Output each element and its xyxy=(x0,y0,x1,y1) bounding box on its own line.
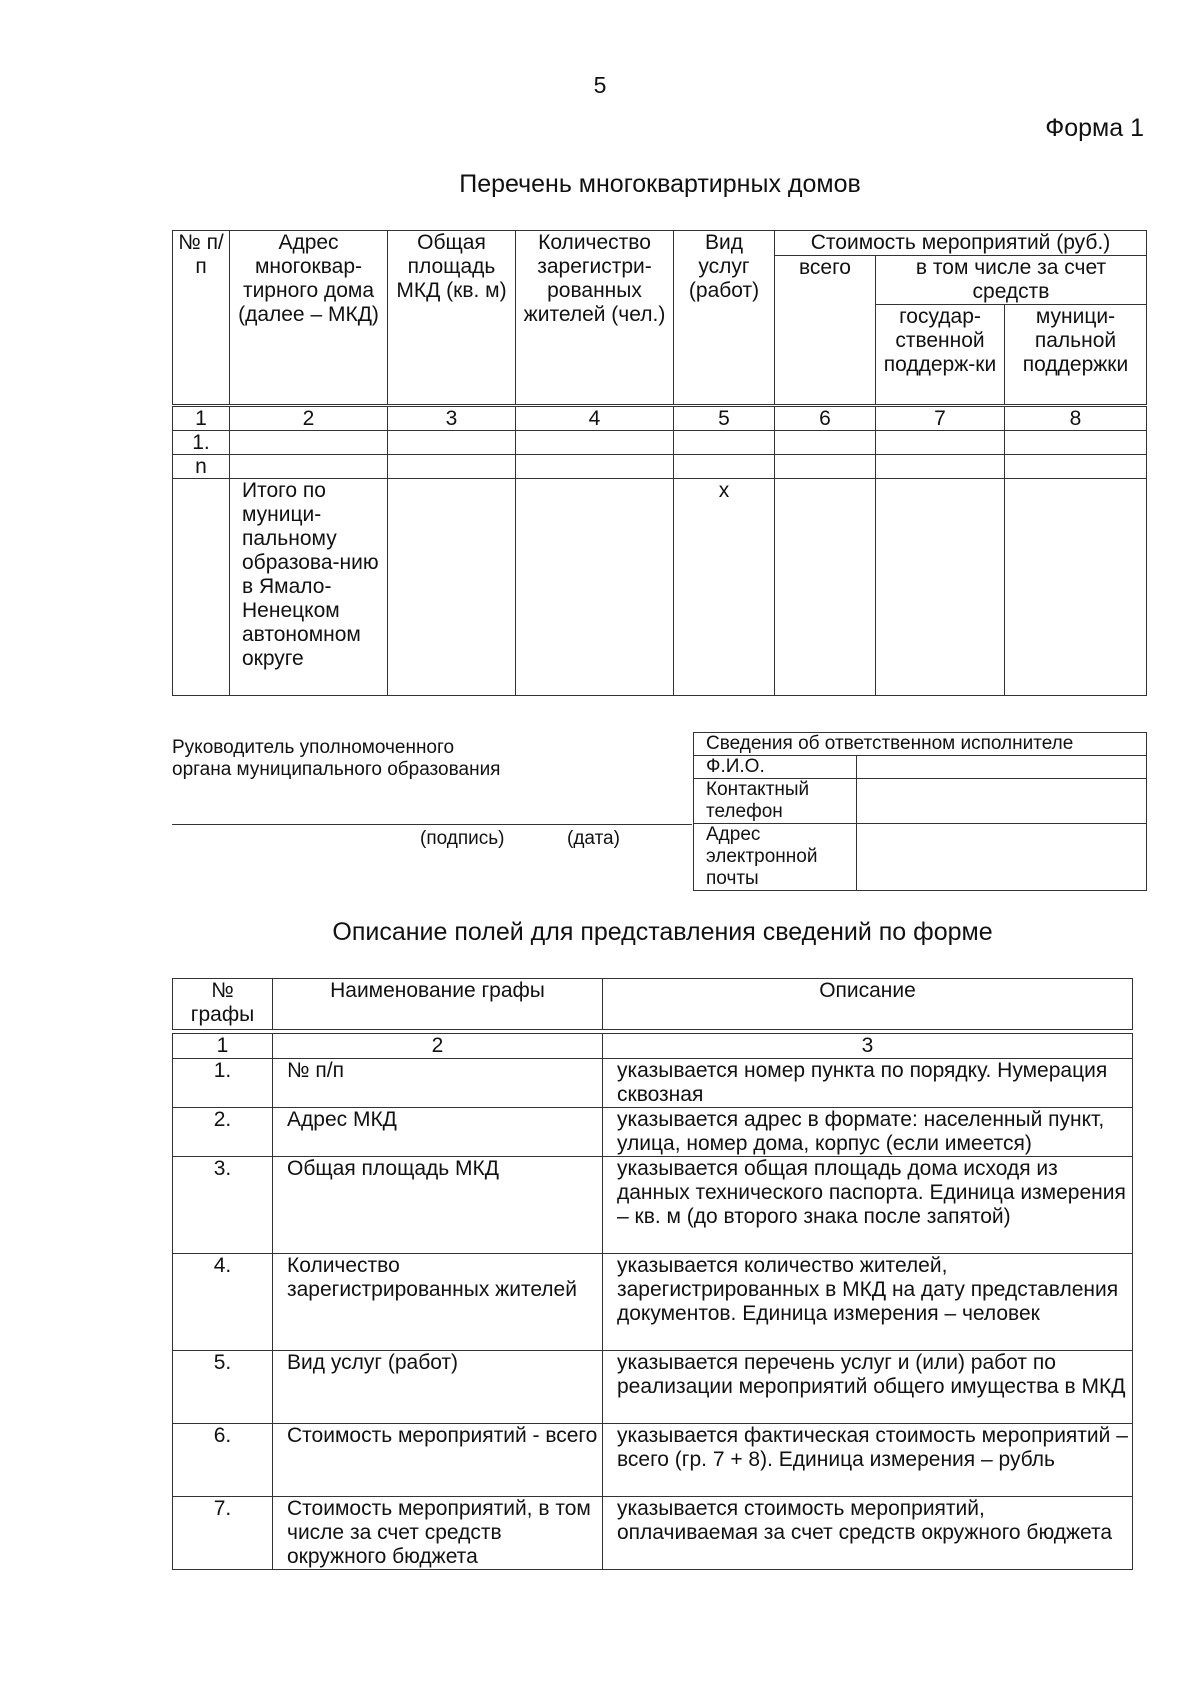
column-number-row xyxy=(173,407,1147,431)
fields-table-header xyxy=(172,978,1133,1030)
table-row xyxy=(173,1254,1133,1351)
header-col-num: № графы xyxy=(173,979,273,1030)
row-name: Адрес МКД xyxy=(273,1108,603,1157)
row-desc: указывается количество жителей, зарегистрированных в МКД на дату представления документов. Единица измерения – человек xyxy=(603,1254,1133,1351)
column-number: 3 xyxy=(388,407,516,431)
row-num: 5. xyxy=(173,1351,273,1424)
row-desc: указывается общая площадь дома исходя из данных технического паспорта. Единица измерения – кв. м (до второго знака после запятой) xyxy=(603,1157,1133,1254)
header-col-name: Наименование графы xyxy=(273,979,603,1030)
row-name: Стоимость мероприятий - всего xyxy=(273,1424,603,1497)
header-municipal: муници-пальной поддержки xyxy=(1005,305,1147,405)
responsible-table xyxy=(693,732,1147,891)
row-desc: указывается номер пункта по порядку. Нумерация сквозная xyxy=(603,1059,1133,1108)
row-name: Количество зарегистрированных жителей xyxy=(273,1254,603,1351)
email-value xyxy=(857,824,1147,891)
email-label: Адрес электронной почты xyxy=(694,824,857,891)
total-services: x xyxy=(674,479,775,696)
column-number: 4 xyxy=(516,407,674,431)
header-address: Адрес многоквар-тирного дома (далее – МКД) xyxy=(230,231,388,405)
signature-position: Руководитель уполномоченного органа муниципального образования xyxy=(172,737,501,780)
header-area: Общая площадь МКД (кв. м) xyxy=(388,231,516,405)
header-including: в том числе за счет средств xyxy=(876,256,1147,305)
fio-label: Ф.И.О. xyxy=(694,756,857,779)
row-name: № п/п xyxy=(273,1059,603,1108)
houses-table-body xyxy=(172,406,1147,696)
form-label: Форма 1 xyxy=(1045,114,1144,142)
row-name: Общая площадь МКД xyxy=(273,1157,603,1254)
total-label: Итого по муници-пальному образова-нию в Ямало-Ненецком автономном округе xyxy=(230,479,388,696)
total-row xyxy=(173,479,1147,696)
table-row xyxy=(173,455,1147,479)
table-row xyxy=(173,1424,1133,1497)
row-num: 3. xyxy=(173,1157,273,1254)
row-name: Стоимость мероприятий, в том числе за счет средств окружного бюджета xyxy=(273,1497,603,1570)
table-row xyxy=(173,1108,1133,1157)
table-row xyxy=(173,1497,1133,1570)
date-caption: (дата) xyxy=(567,828,620,849)
header-services: Вид услуг (работ) xyxy=(674,231,775,405)
row-num: 4. xyxy=(173,1254,273,1351)
row-num: 2. xyxy=(173,1108,273,1157)
row-num: n xyxy=(173,455,230,479)
header-total: всего xyxy=(775,256,876,405)
row-num: 1. xyxy=(173,1059,273,1108)
row-num: 7. xyxy=(173,1497,273,1570)
column-number: 2 xyxy=(273,1034,603,1059)
header-col-desc: Описание xyxy=(603,979,1133,1030)
row-num: 6. xyxy=(173,1424,273,1497)
row-desc: указывается стоимость мероприятий, оплачиваемая за счет средств окружного бюджета xyxy=(603,1497,1133,1570)
column-number: 6 xyxy=(775,407,876,431)
column-number: 5 xyxy=(674,407,775,431)
fields-table-numbers xyxy=(172,1033,1133,1059)
table-row xyxy=(173,1157,1133,1254)
page-number: 5 xyxy=(593,72,607,98)
responsible-header: Сведения об ответственном исполнителе xyxy=(694,733,1147,756)
row-name: Вид услуг (работ) xyxy=(273,1351,603,1424)
header-num: № п/п xyxy=(173,231,230,405)
table-row xyxy=(173,431,1147,455)
houses-table-header xyxy=(172,230,1147,405)
fields-table-body xyxy=(172,1058,1133,1570)
table-row xyxy=(173,1351,1133,1424)
column-number: 7 xyxy=(876,407,1005,431)
fio-value xyxy=(857,756,1147,779)
header-state: государ-ственной поддерж-ки xyxy=(876,305,1005,405)
page-title: Перечень многоквартирных домов xyxy=(459,170,861,198)
row-desc: указывается адрес в формате: населенный пункт, улица, номер дома, корпус (если имеется) xyxy=(603,1108,1133,1157)
row-num: 1. xyxy=(173,431,230,455)
column-number: 1 xyxy=(173,1034,273,1059)
row-desc: указывается фактическая стоимость мероприятий – всего (гр. 7 + 8). Единица измерения – рубль xyxy=(603,1424,1133,1497)
column-number: 8 xyxy=(1005,407,1147,431)
row-desc: указывается перечень услуг и (или) работ по реализации мероприятий общего имущества в МКД xyxy=(603,1351,1133,1424)
table-row xyxy=(173,1059,1133,1108)
phone-value xyxy=(857,779,1147,824)
column-number: 1 xyxy=(173,407,230,431)
section-title: Описание полей для представления сведений по форме xyxy=(332,918,993,946)
column-number: 3 xyxy=(603,1034,1133,1059)
phone-label: Контактный телефон xyxy=(694,779,857,824)
signature-caption: (подпись) xyxy=(420,828,505,849)
header-residents: Количество зарегистри-рованных жителей (чел.) xyxy=(516,231,674,405)
header-cost: Стоимость мероприятий (руб.) xyxy=(775,231,1147,256)
column-number: 2 xyxy=(230,407,388,431)
signature-line xyxy=(172,824,692,825)
